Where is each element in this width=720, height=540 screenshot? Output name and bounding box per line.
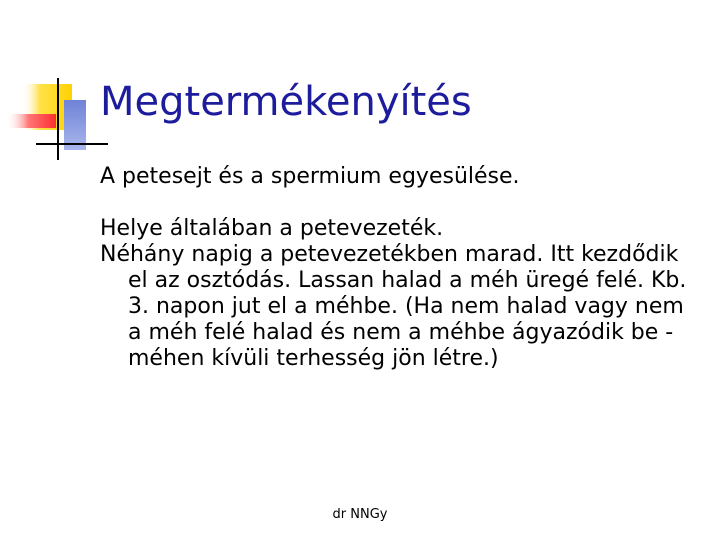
deco-blue-square: [64, 100, 86, 150]
slide-footer: dr NNGy: [332, 507, 388, 522]
decoration-graphic: [0, 0, 110, 170]
definition-paragraph: A petesejt és a spermium egyesülése.: [100, 164, 520, 189]
deco-red-bar: [6, 114, 56, 128]
slide-body: [100, 164, 700, 372]
slide-title: Megtermékenyítés: [100, 79, 472, 125]
location-paragraph: Helye általában a petevezeték.: [100, 216, 444, 241]
title-decoration: [0, 0, 110, 170]
process-paragraph: Néhány napig a petevezetékben marad. Itt kezdődik el az osztódás. Lassan halad a méh üregé felé. Kb. 3. napon jut el a méhbe. (Ha nem halad vagy nem a méh felé halad és nem a méhbe ágyazódik be - méhen kívüli terhesség jön létre.): [100, 242, 687, 371]
